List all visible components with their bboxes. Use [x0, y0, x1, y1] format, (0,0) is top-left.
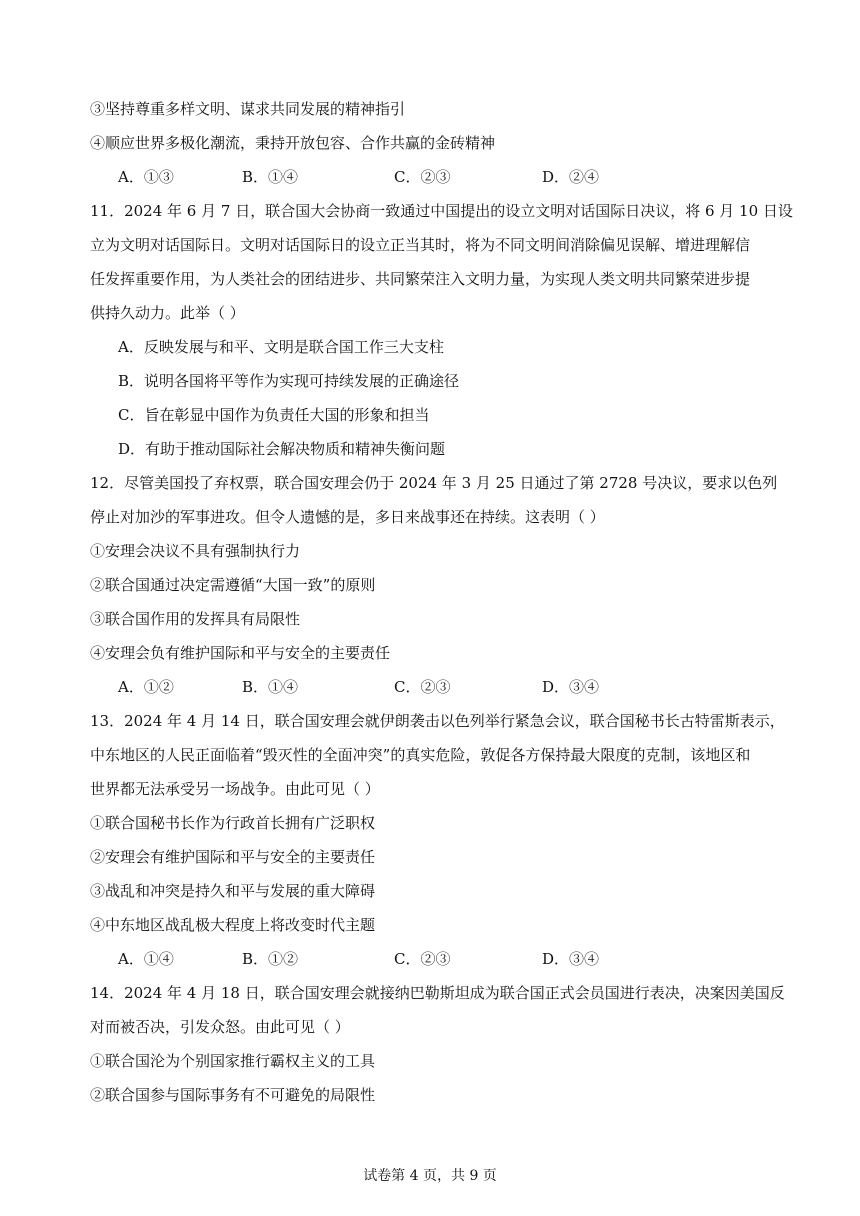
q12-statement-3: ③联合国作用的发挥具有局限性	[90, 610, 301, 628]
q11-stem-line-1: 11．2024 年 6 月 7 日，联合国大会协商一致通过中国提出的设立文明对话国际日决议，将 6 月 10 日设	[90, 202, 793, 220]
q11-option-a: A．反映发展与和平、文明是联合国工作三大支柱	[118, 338, 444, 356]
q14-statement-1: ①联合国沦为个别国家推行霸权主义的工具	[90, 1052, 376, 1070]
q13-stem-line-3: 世界都无法承受另一场战争。由此可见（ ）	[90, 780, 380, 798]
q12-statement-4: ④安理会负有维护国际和平与安全的主要责任	[90, 644, 391, 662]
q12-choices	[118, 677, 738, 697]
q10-choices	[118, 167, 738, 187]
page-footer: 试卷第 4 页，共 9 页	[363, 1168, 497, 1184]
q12-stem-line-1: 12．尽管美国投了弃权票，联合国安理会仍于 2024 年 3 月 25 日通过了第 2728 号决议，要求以色列	[90, 474, 778, 492]
q13-choice-c: C．②③	[394, 950, 451, 968]
q10-statement-3: ③坚持尊重多样文明、谋求共同发展的精神指引	[90, 100, 406, 118]
q13-stem-line-2: 中东地区的人民正面临着“毁灭性的全面冲突”的真实危险，敦促各方保持最大限度的克制，该地区和	[90, 746, 751, 764]
q10-choice-b: B．①④	[242, 168, 299, 186]
q11-stem-line-2: 立为文明对话国际日。文明对话国际日的设立正当其时，将为不同文明间消除偏见误解、增进理解信	[90, 236, 751, 254]
q14-statement-2: ②联合国参与国际事务有不可避免的局限性	[90, 1086, 376, 1104]
q12-statement-1: ①安理会决议不具有强制执行力	[90, 542, 301, 560]
q13-statement-1: ①联合国秘书长作为行政首长拥有广泛职权	[90, 814, 376, 832]
q14-stem-line-2: 对而被否决，引发众怒。由此可见（ ）	[90, 1018, 350, 1036]
q11-option-b: B．说明各国将平等作为实现可持续发展的正确途径	[118, 372, 460, 390]
q13-choice-a: A．①④	[118, 950, 174, 968]
q13-statement-4: ④中东地区战乱极大程度上将改变时代主题	[90, 916, 376, 934]
q13-statement-2: ②安理会有维护国际和平与安全的主要责任	[90, 848, 376, 866]
q14-stem-line-1: 14．2024 年 4 月 18 日，联合国安理会就接纳巴勒斯坦成为联合国正式会员国进行表决，决案因美国反	[90, 984, 785, 1002]
q10-statement-4: ④顺应世界多极化潮流，秉持开放包容、合作共赢的金砖精神	[90, 134, 496, 152]
q10-choice-c: C．②③	[394, 168, 451, 186]
q12-choice-a: A．①②	[118, 678, 174, 696]
q12-statement-2: ②联合国通过决定需遵循“大国一致”的原则	[90, 576, 376, 594]
q13-choice-b: B．①②	[242, 950, 299, 968]
q11-stem-line-3: 任发挥重要作用，为人类社会的团结进步、共同繁荣注入文明力量，为实现人类文明共同繁荣进步提	[90, 270, 751, 288]
q13-statement-3: ③战乱和冲突是持久和平与发展的重大障碍	[90, 882, 376, 900]
q12-stem-line-2: 停止对加沙的军事进攻。但令人遗憾的是，多日来战事还在持续。这表明（ ）	[90, 508, 605, 526]
q13-choices	[118, 949, 738, 969]
q12-choice-b: B．①④	[242, 678, 299, 696]
q11-option-d: D．有助于推动国际社会解决物质和精神失衡问题	[118, 440, 446, 458]
q13-stem-line-1: 13．2024 年 4 月 14 日，联合国安理会就伊朗袭击以色列举行紧急会议，联合国秘书长古特雷斯表示，	[90, 712, 785, 730]
q12-choice-c: C．②③	[394, 678, 451, 696]
q10-choice-d: D．②④	[542, 168, 600, 186]
q10-choice-a: A．①③	[118, 168, 174, 186]
q13-choice-d: D．③④	[542, 950, 600, 968]
q11-stem-line-4: 供持久动力。此举（ ）	[90, 304, 245, 322]
q11-option-c: C．旨在彰显中国作为负责任大国的形象和担当	[118, 406, 430, 424]
q12-choice-d: D．③④	[542, 678, 600, 696]
